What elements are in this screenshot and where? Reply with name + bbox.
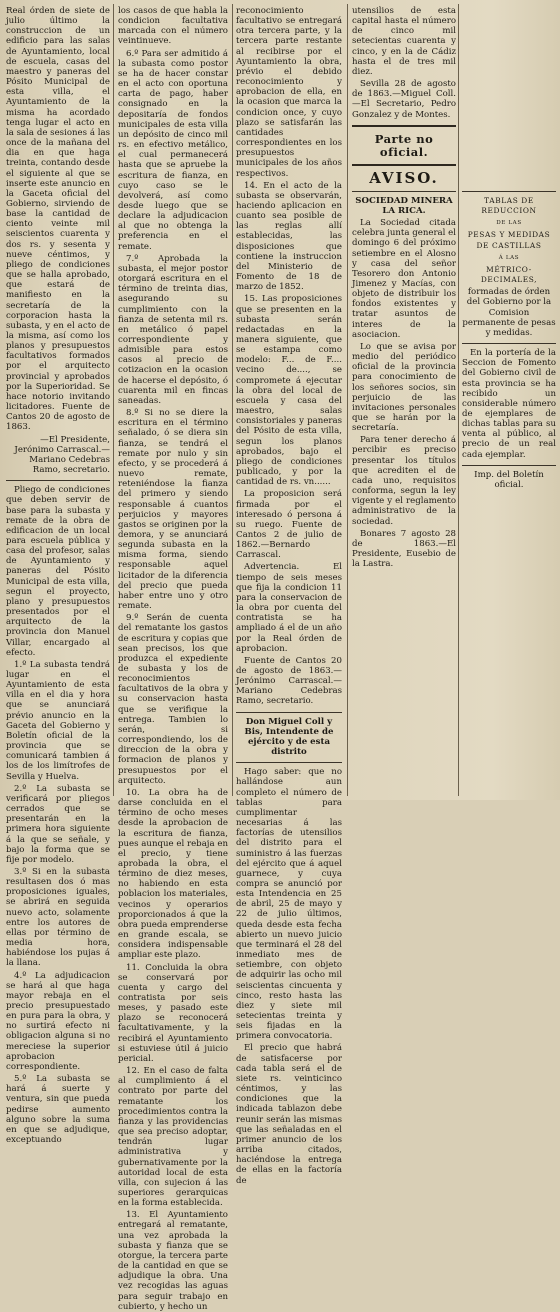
- condition-item: 10. La obra ha de darse concluida en el término de ocho meses desde la aprobacion de la escritura de fianza, pues aunque el rebaja en el precio, y tiene aprobada la obra, el término de diez meses, no habiendo en esta poblacion los materiales, vecinos y operarios proporcionados á que la obra pueda emprenderse en grande escala, se considera indispensable ampliar este plazo.: [118, 787, 228, 961]
- divider: [352, 125, 456, 127]
- condition-item: 3.º Si en la subasta resultasen dos ó mas proposiciones iguales, se abrirá en seguida nuevo acto, solamente entre los autores de ellas por término de media hora, habiéndose los pujas á la llana.: [6, 866, 110, 969]
- column-top-space: [462, 6, 556, 186]
- notice-signature: Bonares 7 agosto 28 de 1863.—El Presidente, Eusebio de la Lastra.: [352, 528, 456, 570]
- condition-item: reconocimiento facultativo se entregará otra tercera parte, y la tercera parte restante al recibirse por el Ayuntamiento la obra, prévio el debido reconocimiento y aprobacion de ella, en la ocasion que marca la condicion once, y cuyo plazo se satisfarán las cantidades correspondientes en los presupuestos municipales de los años respectivos.: [236, 6, 342, 179]
- divider: [6, 480, 110, 481]
- condition-item: 8.º Si no se diere la escritura en el término señalado, ó se diera sin fianza, se tendrá el remate por nulo y sin efecto, y se procederá á nuevo remate, reteniéndose la fianza del primero y siendo responsable á cuantos perjuicios y mayores gastos se originen por la demora, y se anunciará segunda subasta en la misma forma, siendo responsable aquel licitador de la diferencia del precio que pueda haber entre uno y otro remate.: [118, 408, 228, 612]
- condition-item: 5.º La subasta se hará á suerte y ventura, sin que pueda pedirse aumento alguno sobre la suma en que se adjudique, exceptuando: [6, 1074, 110, 1146]
- announcement-signature: —El Presidente, Jerónimo Carrascal.—Mariano Cedebras Ramo, secretario.: [14, 434, 110, 476]
- condition-item: 7.º Aprobada la subasta, el mejor postor otorgará escritura en el término de treinta dias, asegurando su cumplimiento con la fianza de setenta mil rs. en metálico ó papel correspondiente y admisible para estos casos al precio de cotizacion en la ocasion de hacerse el depósito, ó cuarenta mil en fincas saneadas.: [118, 253, 228, 406]
- divider: [352, 164, 456, 166]
- condition-item: 12. En el caso de falta al cumplimiento á el contrato por parte del rematante los procedimientos contra la fianza y las providencias que sea preciso adoptar, tendrán lugar administrativa y gubernativamente por la autoridad local de esta villa, con sujecion á las superiores gerarquicas en la forma establecida.: [118, 1066, 228, 1209]
- condition-item: 6.º Para ser admitido á la subasta como postor se ha de hacer constar en el acto con oportuna carta de pago, haber consignado en la depositaría de fondos municipales de esta villa un depósito de cinco mil rs. en efectivo metálico, el cual permanecerá hasta que se apruebe la escritura de fianza, en cuyo caso se le devolverá, así como desde luego que se declare la adjudicacion al que no obtenga la preferencia en el remate.: [118, 48, 228, 252]
- announcement-text: Real órden de siete de julio último la construccion de un edificio para las salas de Ayuntamiento, local de escuela, casas del maestro y paneras del Pósito Municipal de esta villa, el Ayuntamiento de la misma ha acordado tenga lugar el acto en la sala de sesiones á las once de la mañana del dia en que haga treinta, contando desde el siguiente al que se inserte este anuncio en la Gaceta oficial del Gobierno, sirviendo de base la cantidad de ciento veinte mil seiscientos cuarenta y dos rs. y sesenta y nueve céntimos, y pliego de condiciones que se halla aprobado, que estará de manifiesto en la secretaría de la corporacion hasta la subasta, y en el acto de la misma, así como los planos y presupuestos facultativos formados por el arquitecto provincial y aprobados por la Superioridad. Se hace notorio invitando licitadores. Fuente de Cantos 20 de agosto de 1863.: [6, 6, 110, 433]
- advertencia-text: Advertencia. El tiempo de seis meses que fija la condicion 11 para la conservacion de la obra por cuenta del contratista se ha ampliado á el de un año por la Real órden de aprobacion.: [236, 562, 342, 654]
- column-rule: [232, 4, 233, 796]
- section-heading: Parte no oficial.: [374, 131, 434, 159]
- tables-title: Á LAS: [498, 254, 520, 261]
- condition-item: 11. Concluida la obra se conservará por cuenta y cargo del contratista por seis meses, y pasado este plazo se reconocerá facultativamente, y la recibirá el Ayuntamiento si estuviese útil á juicio pericial.: [118, 962, 228, 1064]
- tables-title: DE LAS: [496, 220, 522, 227]
- column-3: [236, 6, 342, 1186]
- column-rule: [458, 4, 459, 796]
- column-rule: [347, 4, 348, 796]
- tables-text: En la portería de la Seccion de Fomento del Gobierno civil de esta provincia se ha recibido un considerable número de ejemplares de dichas tablas para su venta al público, al precio de un real cada ejemplar.: [462, 348, 556, 460]
- condition-item: La proposicion será firmada por el interesado ó persona á su ruego. Fuente de Cantos 2 de julio de 1862.—Bernardo Carrascal.: [236, 489, 342, 561]
- divider: [462, 465, 556, 466]
- divider: [236, 712, 342, 713]
- column-4: [352, 6, 456, 794]
- divider: [352, 191, 456, 192]
- notice-text: Lo que se avisa por medio del periódico oficial de la provincia para conocimiento de los señores socios, sin perjuicio de las invitaciones personales que se harán por la secretaría.: [352, 341, 456, 434]
- condition-item: 15. Las proposiciones que se presenten en la subasta serán redactadas en la manera siguiente, que se estampa como modelo: F... de F.... vecino de...., se compromete á ejecutar la obra del local de escuela y casa del maestro, salas consistoriales y paneras del Pósito de esta villa, segun los planos aprobados, bajo el pliego de condiciones publicado, y por la cantidad de rs. vn......: [236, 294, 342, 488]
- notice-text: Para tener derecho á percibir es preciso presentar los títulos que acrediten el de cada uno, requisitos conforma, segun la ley vigente y el reglamento administrativo de la sociedad.: [352, 435, 456, 527]
- tables-title: PESAS Y MEDIDAS DE CASTILLAS: [467, 230, 551, 250]
- notice-text: La Sociedad citada celebra junta general el domingo 6 del próximo setiembre en el Alosno y casa del señor Tesorero don Antonio Jimenez y Macías, con objeto de distribuir los fondos existentes y tratar asuntos de interes de la asociacion.: [352, 218, 456, 340]
- notice-heading: AVISO.: [369, 168, 439, 187]
- condition-item: 9.º Serán de cuenta del rematante los gastos de escritura y copias que sean precisos, los que produzca el expediente de subasta y los de reconocimientos facultativos de la obra y su conservacion hasta que se verifique la entrega. Tambien lo serán, si correspondiendo, los de direccion de la obra y formacion de planos y presupuestos por el arquitecto.: [118, 613, 228, 786]
- condition-item: 4.º La adjudicacion se hará al que haga mayor rebaja en el precio presupuestado en pura para la obra, y no surtirá efecto ni obligacion alguna si no mereciese la superior aprobacion correspondiente.: [6, 970, 110, 1072]
- divider: [462, 191, 556, 192]
- condition-item: 14. En el acto de la subasta se observarán, haciendo aplicacion en cuanto sea posible de las reglas allí establecidas, las disposiciones que contiene la instruccion del Ministerio de Fomento de 18 de marzo de 1852.: [236, 180, 342, 293]
- divider: [462, 343, 556, 344]
- column-rule: [113, 4, 114, 796]
- imprint: Imp. del Boletín oficial.: [474, 469, 544, 490]
- column-2: [118, 6, 228, 1312]
- condition-item: 1.º La subasta tendrá lugar en el Ayuntamiento de esta villa en el dia y hora que se anunciará prévio anuncio en la Gaceta del Gobierno y Boletín oficial de la provincia que se comunicará tambien á los de los limítrofes de Sevilla y Huelva.: [6, 659, 110, 782]
- tables-title: MÉTRICO-DECIMALES,: [480, 264, 538, 285]
- intendente-heading: Don Miguel Coll y Bis, Intendente de ejército y de esta distrito: [244, 716, 334, 758]
- intendente-signature: Sevilla 28 de agosto de 1863.—Miguel Coll.—El Secretario, Pedro Gonzalez y de Montes.: [352, 79, 456, 120]
- intendente-text: utensilios de esta capital hasta el número de cinco mil setecientas cuarenta y cinco, y en la de Cádiz hasta el de tres mil diez.: [352, 6, 456, 77]
- condition-item: 2.º La subasta se verificará por pliegos cerrados que se presentarán en la primera hora siguiente á la que se señale, y bajo la forma que se fije por modelo.: [6, 783, 110, 865]
- condition-item: 13. El Ayuntamiento entregará al rematante, una vez aprobada la subasta y fianza que se otorgue, la tercera parte de la cantidad en que se adjudique la obra. Una vez recogidas las aguas para seguir trabajo en cubierto, y hecho un: [118, 1210, 228, 1312]
- divider: [236, 762, 342, 763]
- conditions-intro: Pliego de condiciones que deben servir de base para la subasta y remate de la obra de edificacion de un local para escuela pública y casa del profesor, salas de Ayuntamiento y paneras del Pósito Municipal de esta villa, segun el proyecto, plano y presupuestos presentados por el arquitecto de la provincia don Manuel Villar, encargado al efecto.: [6, 485, 110, 658]
- condition-item: los casos de que habla la condicion facultativa marcada con el número veintinueve.: [118, 6, 228, 47]
- intendente-text: El precio que habrá de satisfacerse por cada tabla será el de siete rs. veinticinco céntimos, y las condiciones que la indicada tablazon debe reunir serán las mismas que las señaladas en el primer anuncio de los arriba citados, haciéndose la entrega de ellas en la factoría de: [236, 1043, 342, 1186]
- announcement-signature: Fuente de Cantos 20 de agosto de 1863.—Jerónimo Carrascal.—Mariano Cedebras Ramo, secretario.: [236, 655, 342, 707]
- tables-subtitle: formadas de órden del Gobierno por la Comision permanente de pesas y medidas.: [462, 287, 556, 338]
- column-5: [462, 6, 556, 794]
- column-1: [6, 6, 110, 1146]
- tables-title: TABLAS DE REDUCCION: [481, 196, 537, 216]
- society-name: SOCIEDAD MINERA LA RICA.: [355, 195, 453, 216]
- intendente-text: Hago saber: que no hallándose aun completo el número de tablas para cumplimentar necesarias á las factorías de utensilios del distrito para el suministro á las fuerzas del ejército que á aquel guarnece, y cuya compra se anunció por esta Intendencia en 25 de abril, 25 de mayo y 22 de julio últimos, queda desde esta fecha abierto un nuevo juicio que terminará el 28 del inmediato mes de setiembre, con objeto de adquirir las ocho mil seiscientas cincuenta y cinco, resto hasta las diez y siete mil setecientas treinta y seis fijadas en la primera convocatoria.: [236, 767, 342, 1042]
